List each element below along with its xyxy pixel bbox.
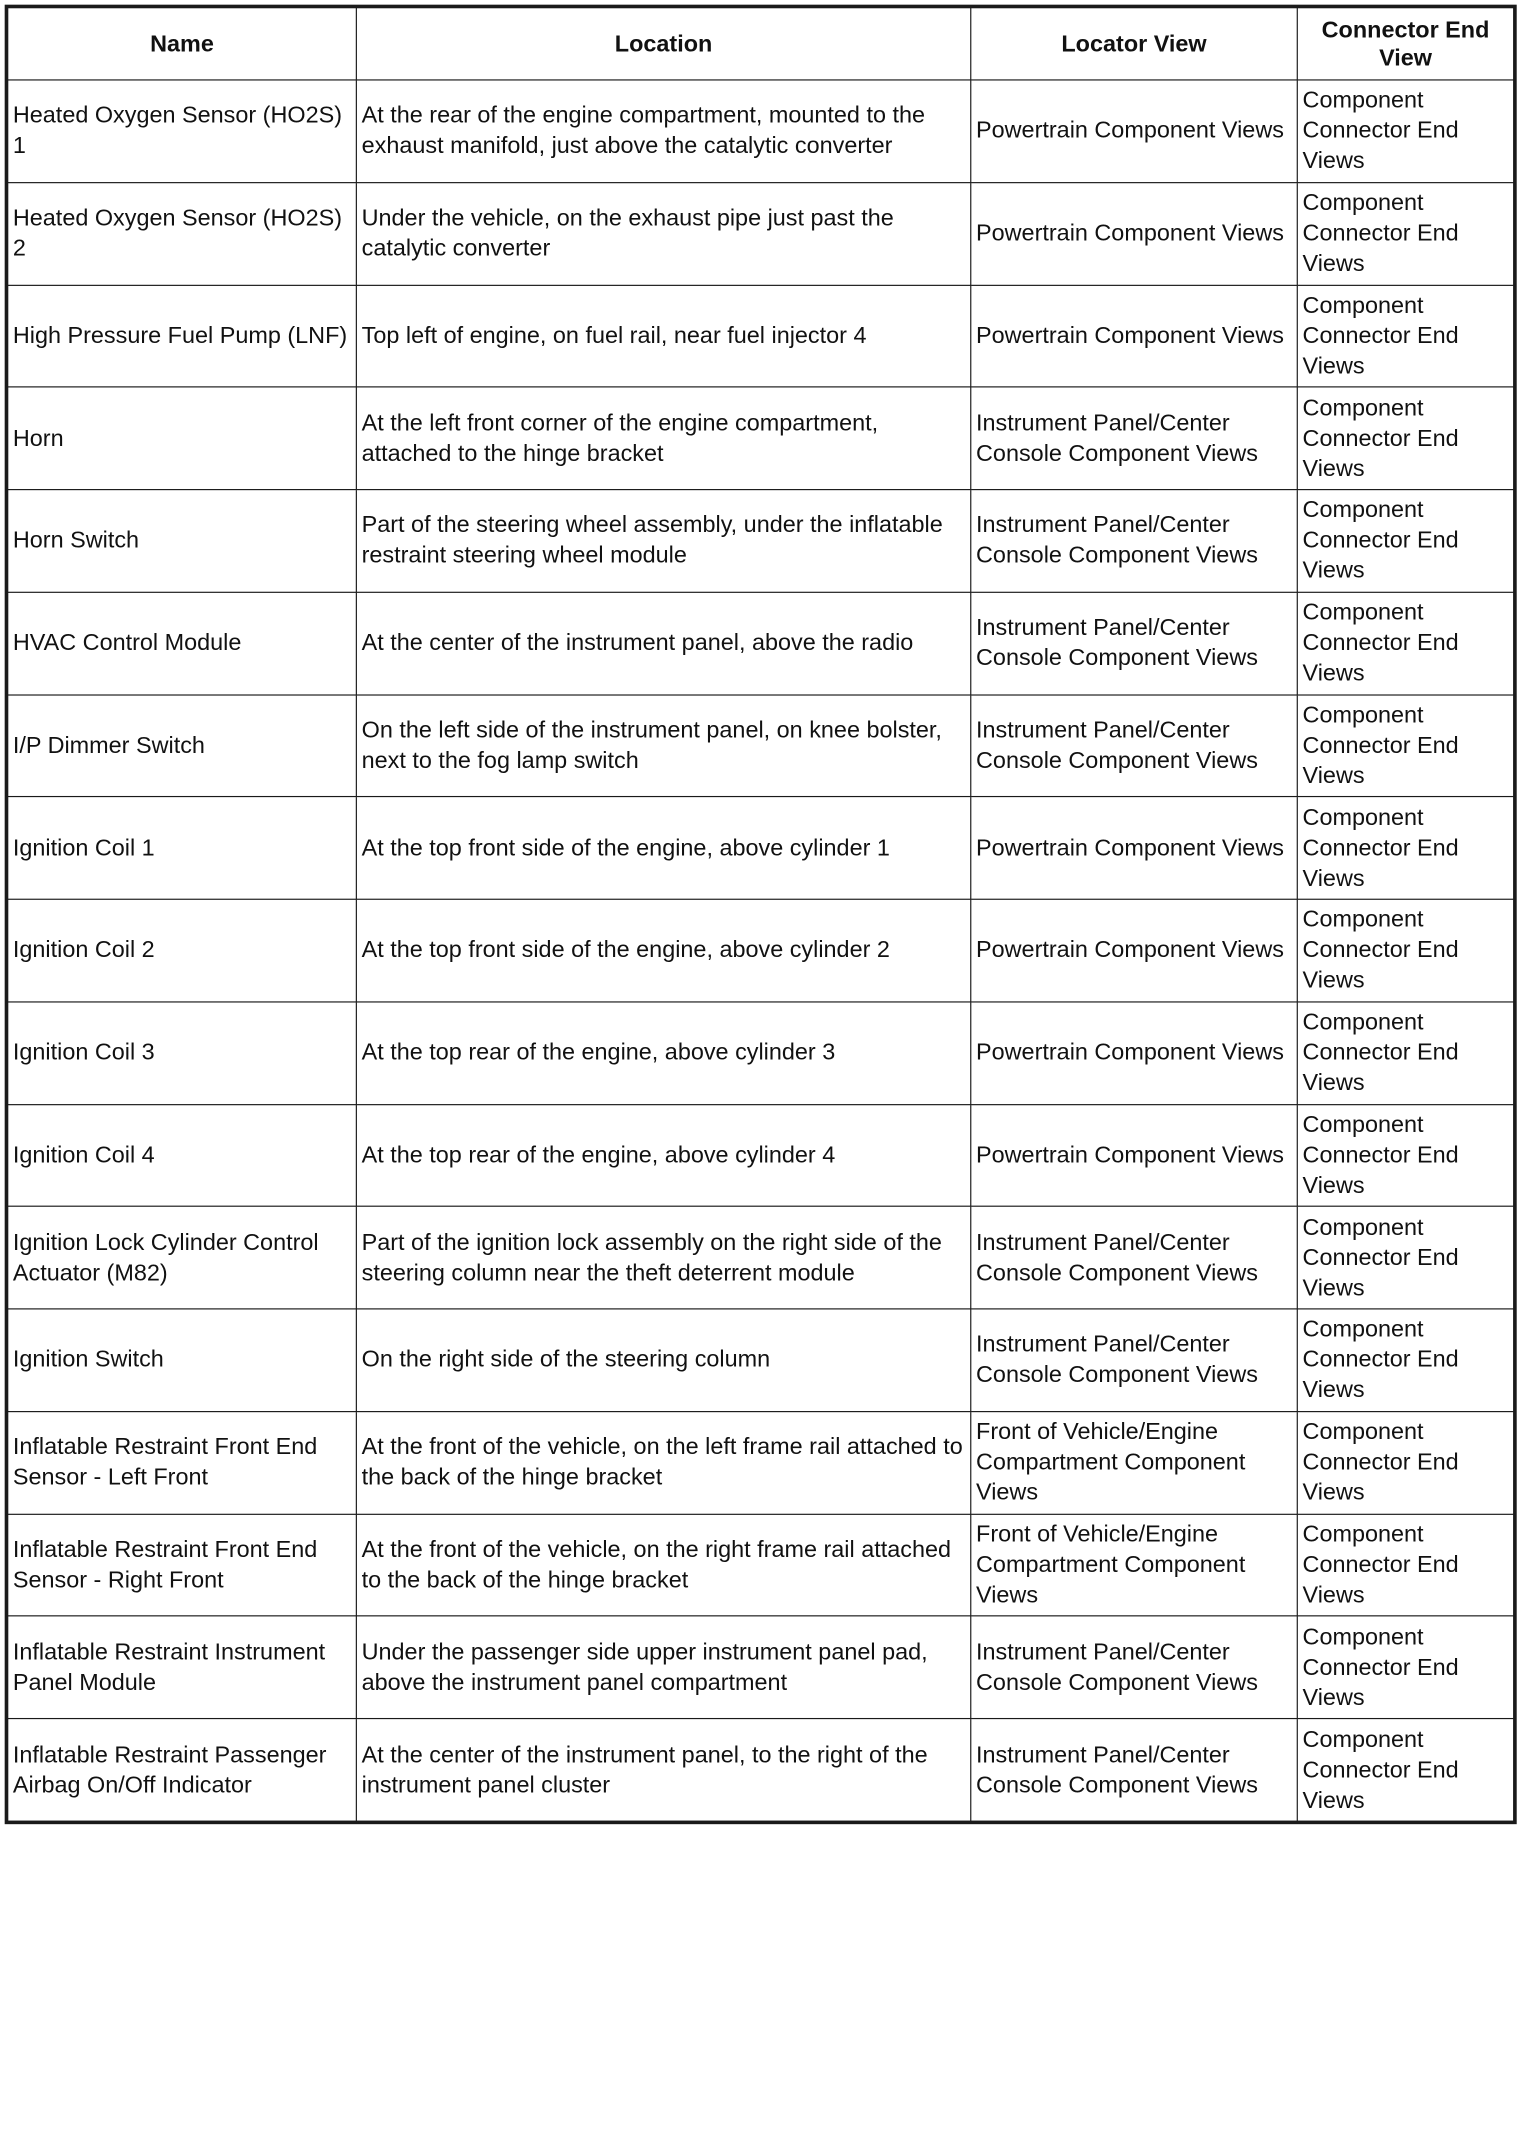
cell-locator-view: Front of Vehicle/Engine Compartment Component Views (971, 1411, 1298, 1513)
table-row (8, 1719, 1514, 1822)
table-row (8, 899, 1514, 1001)
cell-location: On the left side of the instrument panel, on knee bolster, next to the fog lamp switch (356, 694, 970, 796)
cell-name: Ignition Lock Cylinder Control Actuator (M82) (8, 1206, 357, 1308)
table-row (8, 1309, 1514, 1411)
cell-name: Ignition Switch (8, 1309, 357, 1411)
cell-connector-end-view: Component Connector End Views (1297, 182, 1514, 284)
cell-name: Inflatable Restraint Instrument Panel Module (8, 1616, 357, 1718)
cell-locator-view: Front of Vehicle/Engine Compartment Component Views (971, 1514, 1298, 1616)
table-row (8, 694, 1514, 796)
cell-locator-view: Powertrain Component Views (971, 899, 1298, 1001)
component-locator-table (7, 7, 1514, 1822)
cell-connector-end-view: Component Connector End Views (1297, 694, 1514, 796)
cell-name: Horn (8, 387, 357, 489)
cell-connector-end-view: Component Connector End Views (1297, 490, 1514, 592)
cell-name: Inflatable Restraint Passenger Airbag On/Off Indicator (8, 1719, 357, 1822)
cell-locator-view: Instrument Panel/Center Console Component Views (971, 1616, 1298, 1718)
cell-name: Inflatable Restraint Front End Sensor - Left Front (8, 1411, 357, 1513)
cell-name: Ignition Coil 1 (8, 797, 357, 899)
cell-locator-view: Powertrain Component Views (971, 80, 1298, 182)
cell-connector-end-view: Component Connector End Views (1297, 1616, 1514, 1718)
cell-locator-view: Powertrain Component Views (971, 797, 1298, 899)
table-row (8, 80, 1514, 182)
table-row (8, 1206, 1514, 1308)
cell-location: At the top front side of the engine, above cylinder 1 (356, 797, 970, 899)
cell-name: High Pressure Fuel Pump (LNF) (8, 285, 357, 387)
cell-connector-end-view: Component Connector End Views (1297, 1719, 1514, 1822)
table-row (8, 387, 1514, 489)
cell-locator-view: Instrument Panel/Center Console Component Views (971, 387, 1298, 489)
cell-location: Under the vehicle, on the exhaust pipe just past the catalytic converter (356, 182, 970, 284)
cell-locator-view: Powertrain Component Views (971, 285, 1298, 387)
cell-location: At the center of the instrument panel, to the right of the instrument panel cluster (356, 1719, 970, 1822)
table-row (8, 490, 1514, 592)
cell-name: Ignition Coil 2 (8, 899, 357, 1001)
table-row (8, 1104, 1514, 1206)
cell-location: At the front of the vehicle, on the right frame rail attached to the back of the hinge bracket (356, 1514, 970, 1616)
table-row (8, 285, 1514, 387)
header-row (8, 8, 1514, 80)
cell-location: At the top front side of the engine, above cylinder 2 (356, 899, 970, 1001)
cell-location: On the right side of the steering column (356, 1309, 970, 1411)
cell-location: At the center of the instrument panel, above the radio (356, 592, 970, 694)
cell-locator-view: Instrument Panel/Center Console Component Views (971, 1719, 1298, 1822)
cell-locator-view: Powertrain Component Views (971, 1002, 1298, 1104)
cell-connector-end-view: Component Connector End Views (1297, 797, 1514, 899)
cell-connector-end-view: Component Connector End Views (1297, 387, 1514, 489)
table-row (8, 1411, 1514, 1513)
cell-name: Ignition Coil 4 (8, 1104, 357, 1206)
table-row (8, 1616, 1514, 1718)
cell-locator-view: Powertrain Component Views (971, 1104, 1298, 1206)
header-locator-view: Locator View (971, 8, 1298, 80)
cell-name: Horn Switch (8, 490, 357, 592)
cell-location: At the left front corner of the engine compartment, attached to the hinge bracket (356, 387, 970, 489)
header-location: Location (356, 8, 970, 80)
cell-connector-end-view: Component Connector End Views (1297, 80, 1514, 182)
cell-name: Heated Oxygen Sensor (HO2S) 1 (8, 80, 357, 182)
header-connector-end-view: Connector End View (1297, 8, 1514, 80)
cell-connector-end-view: Component Connector End Views (1297, 899, 1514, 1001)
cell-location: Part of the steering wheel assembly, under the inflatable restraint steering wheel module (356, 490, 970, 592)
cell-connector-end-view: Component Connector End Views (1297, 1514, 1514, 1616)
table-row (8, 592, 1514, 694)
cell-location: Part of the ignition lock assembly on the right side of the steering column near the theft deterrent module (356, 1206, 970, 1308)
cell-location: At the top rear of the engine, above cylinder 4 (356, 1104, 970, 1206)
cell-name: Inflatable Restraint Front End Sensor - Right Front (8, 1514, 357, 1616)
cell-location: At the rear of the engine compartment, mounted to the exhaust manifold, just above the catalytic converter (356, 80, 970, 182)
table-row (8, 797, 1514, 899)
cell-connector-end-view: Component Connector End Views (1297, 1104, 1514, 1206)
cell-connector-end-view: Component Connector End Views (1297, 1411, 1514, 1513)
table-row (8, 1002, 1514, 1104)
cell-name: Ignition Coil 3 (8, 1002, 357, 1104)
cell-location: At the front of the vehicle, on the left frame rail attached to the back of the hinge bracket (356, 1411, 970, 1513)
table-row (8, 1514, 1514, 1616)
cell-location: At the top rear of the engine, above cylinder 3 (356, 1002, 970, 1104)
cell-locator-view: Instrument Panel/Center Console Component Views (971, 592, 1298, 694)
cell-name: HVAC Control Module (8, 592, 357, 694)
cell-connector-end-view: Component Connector End Views (1297, 1206, 1514, 1308)
cell-location: Under the passenger side upper instrument panel pad, above the instrument panel compartment (356, 1616, 970, 1718)
cell-locator-view: Instrument Panel/Center Console Component Views (971, 1206, 1298, 1308)
cell-name: Heated Oxygen Sensor (HO2S) 2 (8, 182, 357, 284)
cell-connector-end-view: Component Connector End Views (1297, 1309, 1514, 1411)
cell-locator-view: Powertrain Component Views (971, 182, 1298, 284)
cell-locator-view: Instrument Panel/Center Console Component Views (971, 490, 1298, 592)
header-name: Name (8, 8, 357, 80)
cell-connector-end-view: Component Connector End Views (1297, 592, 1514, 694)
table-row (8, 182, 1514, 284)
cell-locator-view: Instrument Panel/Center Console Component Views (971, 694, 1298, 796)
cell-name: I/P Dimmer Switch (8, 694, 357, 796)
cell-connector-end-view: Component Connector End Views (1297, 285, 1514, 387)
cell-locator-view: Instrument Panel/Center Console Component Views (971, 1309, 1298, 1411)
cell-connector-end-view: Component Connector End Views (1297, 1002, 1514, 1104)
cell-location: Top left of engine, on fuel rail, near fuel injector 4 (356, 285, 970, 387)
